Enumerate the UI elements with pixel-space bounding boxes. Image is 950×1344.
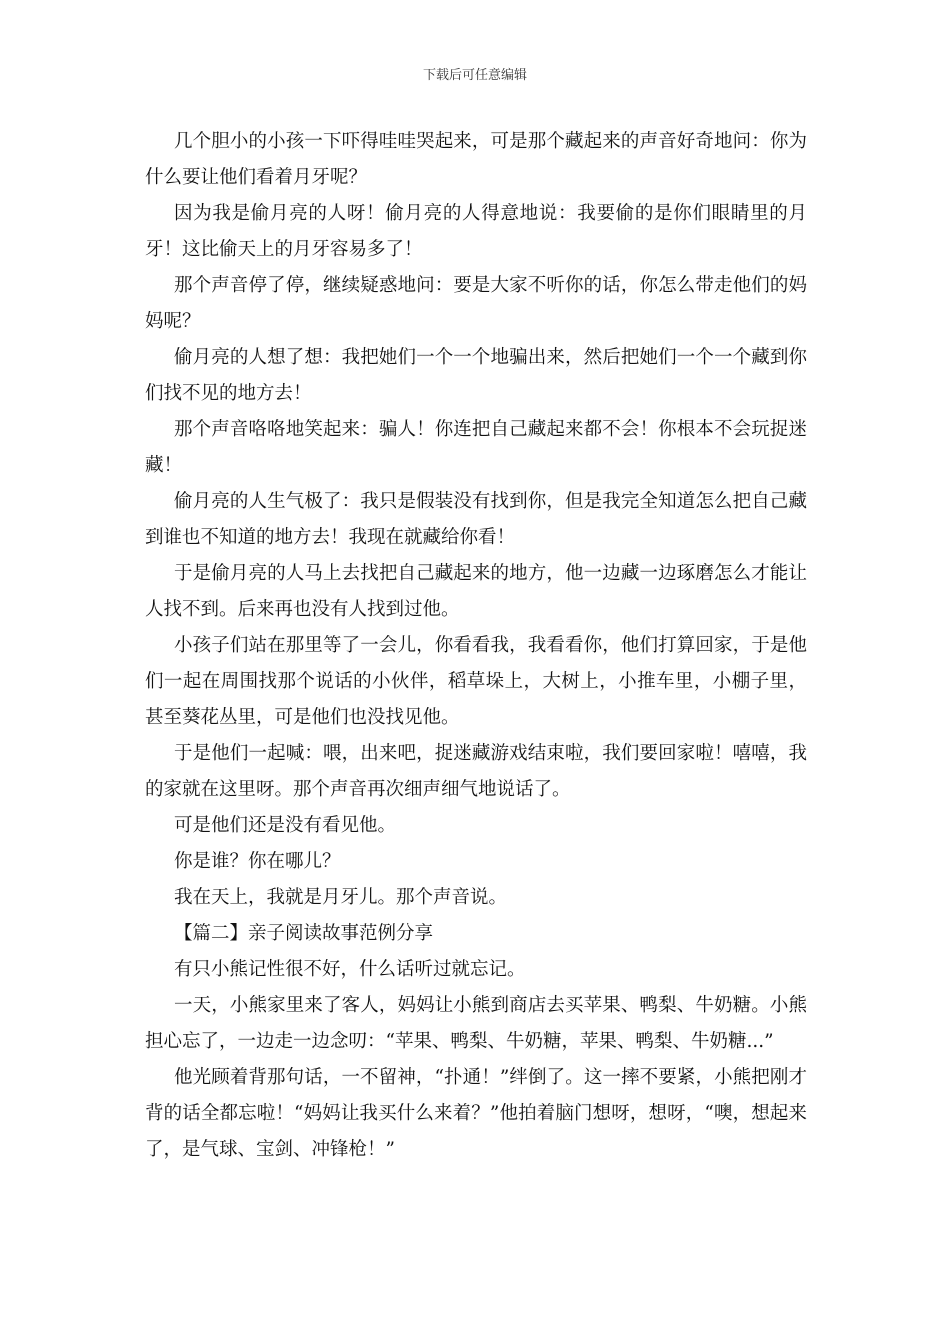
paragraph: 于是他们一起喊：喂，出来吧，捉迷藏游戏结束啦，我们要回家啦！嘻嘻，我的家就在这里呀。那个声音再次细声细气地说话了。 xyxy=(145,743,807,800)
paragraph: 于是偷月亮的人马上去找把自己藏起来的地方，他一边藏一边琢磨怎么才能让人找不到。后来再也没有人找到过他。 xyxy=(145,563,807,620)
paragraph: 可是他们还是没有看见他。 xyxy=(174,815,397,836)
paragraph: 一天，小熊家里来了客人，妈妈让小熊到商店去买苹果、鸭梨、牛奶糖。小熊担心忘了，一边走一边念叨：“苹果、鸭梨、牛奶糖，苹果、鸭梨、牛奶糖...” xyxy=(145,995,807,1052)
section-heading: 【篇二】亲子阅读故事范例分享 xyxy=(174,923,434,944)
story-body xyxy=(145,124,807,1168)
paragraph: 那个声音咯咯地笑起来：骗人！你连把自己藏起来都不会！你根本不会玩捉迷藏！ xyxy=(145,419,807,476)
paragraph: 有只小熊记性很不好，什么话听过就忘记。 xyxy=(174,959,526,980)
paragraph: 你是谁？你在哪儿？ xyxy=(174,851,341,872)
paragraph: 我在天上，我就是月牙儿。那个声音说。 xyxy=(174,887,508,908)
paragraph: 那个声音停了停，继续疑惑地问：要是大家不听你的话，你怎么带走他们的妈妈呢？ xyxy=(145,275,807,332)
paragraph: 偷月亮的人生气极了：我只是假装没有找到你，但是我完全知道怎么把自己藏到谁也不知道的地方去！我现在就藏给你看！ xyxy=(145,491,807,548)
paragraph: 几个胆小的小孩一下吓得哇哇哭起来，可是那个藏起来的声音好奇地问：你为什么要让他们看着月牙呢？ xyxy=(145,131,807,188)
paragraph: 他光顾着背那句话，一不留神，“扑通！”绊倒了。这一摔不要紧，小熊把刚才背的话全都忘啦！“妈妈让我买什么来着？”他拍着脑门想呀，想呀，“噢，想起来了，是气球、宝剑、冲锋枪！” xyxy=(145,1067,807,1160)
paragraph: 小孩子们站在那里等了一会儿，你看看我，我看看你，他们打算回家，于是他们一起在周围找那个说话的小伙伴，稻草垛上，大树上，小推车里，小棚子里，甚至葵花丛里，可是他们也没找见他。 xyxy=(145,635,807,728)
paragraph: 因为我是偷月亮的人呀！偷月亮的人得意地说：我要偷的是你们眼睛里的月牙！这比偷天上的月牙容易多了！ xyxy=(145,203,807,260)
page-header: 下载后可任意编辑 xyxy=(422,68,527,83)
paragraph: 偷月亮的人想了想：我把她们一个一个地骗出来，然后把她们一个一个藏到你们找不见的地方去！ xyxy=(145,347,807,404)
